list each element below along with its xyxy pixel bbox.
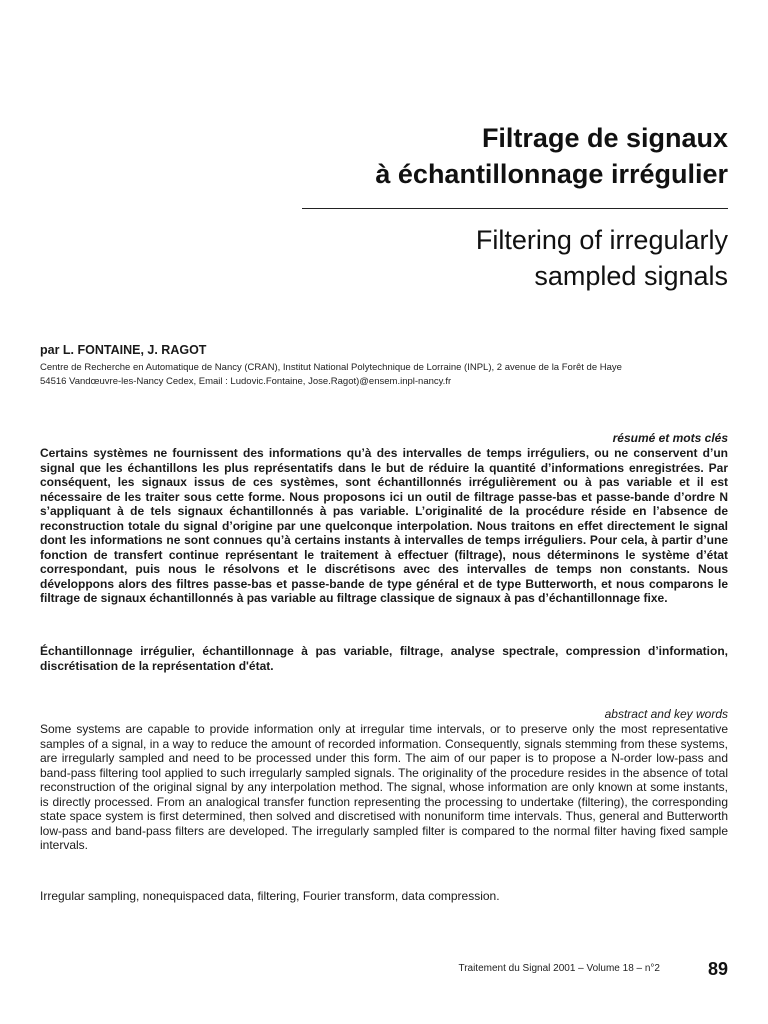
- journal-citation: Traitement du Signal 2001 – Volume 18 – n°2: [458, 963, 660, 974]
- affiliation: [40, 361, 740, 389]
- resume-text: Certains systèmes ne fournissent des informations qu’à des intervalles de temps irréguliers, ou ne conservent d’un signal que les échantillons les plus représentatifs dans le but de réduire la quantité d’informations enregistrées. Par conséquent, les signaux issus de ces systèmes, sont échantillonnés irrégulièrement ou à pas variable et il est nécessaire de les traiter sous cette forme. Nous proposons ici un outil de filtrage passe-bas et passe-bande d’ordre N s’appliquant à de tels signaux échantillonnés à pas variable. L’originalité de la procédure réside en l’absence de reconstruction totale du signal d’origine par une quelconque interpolation. Nous traitons en effet directement le signal dont les informations ne sont connues qu’à certains instants à intervalles de temps irréguliers. Pour cela, à partir d’une fonction de transfert continue représentant le traitement à effectuer (filtrage), nous déterminons le système d’état correspondant, puis nous le résolvons et le discrétisons avec des intervalles de temps non constants. Nous développons alors des filtres passe-bas et passe-bande de type général et de type Butterworth, et nous comparons le filtrage de signaux échantillonnés à pas variable au filtrage classique de signaux à pas d’échantillonnage fixe.: [40, 446, 728, 605]
- title-french: [128, 120, 728, 192]
- title-english: [128, 222, 728, 294]
- title-divider: [302, 208, 728, 209]
- affiliation-line1: Centre de Recherche en Automatique de Nancy (CRAN), Institut National Polytechnique de Lorraine (INPL), 2 avenue de la Forêt de Haye: [40, 362, 622, 373]
- mots-cles: Échantillonnage irrégulier, échantillonnage à pas variable, filtrage, analyse spectrale, compression d’information, discrétisation de la représentation d'état.: [40, 644, 728, 673]
- abstract-text: Some systems are capable to provide information only at irregular time intervals, or to preserve only the most representative samples of a signal, in a way to reduce the amount of recorded information. Consequently, signals stemming from these systems, are irregularly sampled and need to be processed under this form. The aim of our paper is to propose a N-order low-pass and band-pass filtering tool applied to such irregularly sampled signals. The originality of the procedure resides in the absence of total reconstruction of the original signal by any interpolation method. The signal, whose information are only known at some instants, is directly processed. From an analogical transfer function representing the processing to undertake (filtering), the corresponding state space system is first determined, then solved and discretised with nonuniform time intervals. Thus, general and Butterworth low-pass and band-pass filters are developed. The irregularly sampled filter is compared to the normal filter having fixed sample intervals.: [40, 722, 728, 852]
- affiliation-line2: 54516 Vandœuvre-les-Nancy Cedex, Email : Ludovic.Fontaine, Jose.Ragot)@ensem.inpl-nancy.fr: [40, 376, 452, 387]
- authors: par L. FONTAINE, J. RAGOT: [40, 343, 207, 357]
- abstract-heading: abstract and key words: [604, 707, 728, 721]
- title-english-line2: sampled signals: [534, 261, 728, 291]
- page-number: 89: [707, 959, 728, 979]
- title-french-line1: Filtrage de signaux: [481, 123, 728, 153]
- title-french-line2: à échantillonnage irrégulier: [375, 159, 728, 189]
- resume-heading: résumé et mots clés: [612, 431, 728, 445]
- key-words: Irregular sampling, nonequispaced data, filtering, Fourier transform, data compression.: [40, 889, 500, 903]
- title-english-line1: Filtering of irregularly: [475, 225, 728, 255]
